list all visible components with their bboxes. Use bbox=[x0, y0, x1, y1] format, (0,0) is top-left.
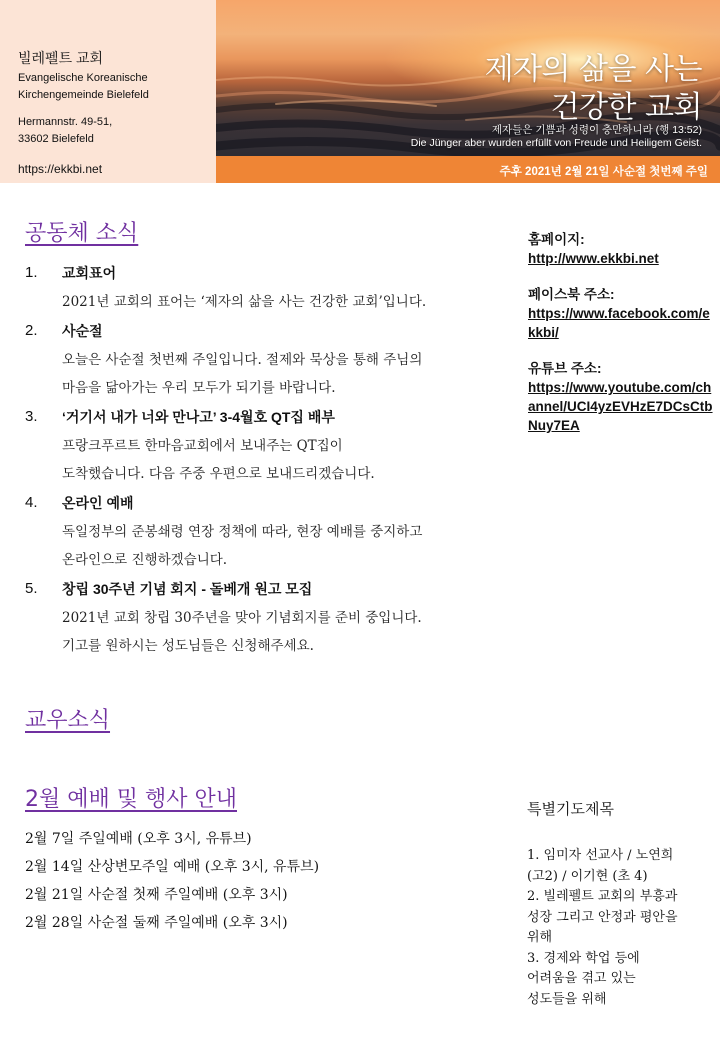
event-item: 2월 28일 사순절 둘째 주일예배 (오후 3시) bbox=[25, 915, 288, 931]
date-bar bbox=[216, 156, 720, 183]
item-heading: 사순절 bbox=[62, 323, 103, 339]
event-item: 2월 14일 산상변모주일 예배 (오후 3시, 유튜브) bbox=[25, 859, 320, 875]
verse-german: Die Jünger aber wurden erfüllt von Freude und Heiligem Geist. bbox=[410, 137, 702, 149]
item-number: 5. bbox=[25, 580, 38, 597]
item-body: 프랑크푸르트 한마음교회에서 보내주는 QT집이 도착했습니다. 다음 주중 우편으로 보내드리겠습니다. bbox=[62, 438, 375, 482]
community-news-list bbox=[25, 258, 495, 660]
church-info-panel bbox=[0, 0, 216, 183]
header-title-line1: 제자의 삶을 사는 bbox=[484, 52, 702, 87]
list-item bbox=[25, 574, 495, 660]
homepage-label: 홈페이지: bbox=[528, 232, 585, 247]
item-heading: 창립 30주년 기념 회지 - 돌베개 원고 모집 bbox=[62, 581, 313, 597]
events-title: 2월 예배 및 행사 안내 bbox=[25, 787, 237, 812]
list-item bbox=[25, 402, 495, 488]
church-name: 빌레펠트 교회 bbox=[18, 50, 104, 66]
event-item: 2월 21일 사순절 첫째 주일예배 (오후 3시) bbox=[25, 887, 288, 903]
item-number: 4. bbox=[25, 494, 38, 511]
item-body: 오늘은 사순절 첫번째 주일입니다. 절제와 묵상을 통해 주님의 마음을 닮아가는 우리 모두가 되기를 바랍니다. bbox=[62, 352, 423, 396]
community-news-title: 공동체 소식 bbox=[25, 221, 139, 246]
facebook-link[interactable]: https://www.facebook.com/ekkbi/ bbox=[528, 306, 710, 340]
list-item bbox=[25, 316, 495, 402]
item-number: 1. bbox=[25, 264, 38, 281]
item-heading: ‘거기서 내가 너와 만나고’ 3-4월호 QT집 배부 bbox=[62, 409, 335, 425]
youtube-label: 유튜브 주소: bbox=[528, 361, 602, 376]
item-body: 독일정부의 준봉쇄령 연장 정책에 따라, 현장 예배를 중지하고 온라인으로 진행하겠습니다. bbox=[62, 524, 423, 568]
church-website[interactable]: https://ekkbi.net bbox=[18, 162, 103, 176]
item-heading: 온라인 예배 bbox=[62, 495, 134, 511]
links-sidebar bbox=[528, 230, 713, 452]
prayer-title: 특별기도제목 bbox=[527, 801, 614, 818]
header-banner-image bbox=[216, 0, 720, 156]
prayer-list: 1. 임미자 선교사 / 노연희 (고2) / 이기현 (초 4) 2. 빌레펠트 교회의 부흥과 성장 그리고 안정과 평안을 위해 3. 경제와 학업 등에 어려움을 겪고 있는 성도들을 위해 bbox=[527, 848, 678, 1007]
youtube-link[interactable]: https://www.youtube.com/channel/UCI4yzEVHzE7DCsCtbNuy7EA bbox=[528, 380, 713, 433]
event-item: 2월 7일 주일예배 (오후 3시, 유튜브) bbox=[25, 831, 252, 847]
church-name-german: Evangelische Koreanische Kirchengemeinde Bielefeld bbox=[18, 72, 149, 101]
members-news-title: 교우소식 bbox=[25, 708, 111, 733]
list-item bbox=[25, 488, 495, 574]
item-number: 2. bbox=[25, 322, 38, 339]
item-number: 3. bbox=[25, 408, 38, 425]
list-item bbox=[25, 258, 495, 316]
item-body: 2021년 교회 창립 30주년을 맞아 기념회지를 준비 중입니다. 기고를 원하시는 성도님들은 신청해주세요. bbox=[62, 610, 422, 654]
facebook-label: 페이스북 주소: bbox=[528, 287, 615, 302]
item-heading: 교회표어 bbox=[62, 265, 117, 281]
verse-korean: 제자들은 기쁨과 성령이 충만하니라 (행 13:52) bbox=[491, 124, 702, 136]
homepage-link[interactable]: http://www.ekkbi.net bbox=[528, 251, 659, 266]
date-bar-text: 주후 2021년 2월 21일 사순절 첫번째 주일 bbox=[499, 166, 708, 178]
events-list bbox=[25, 825, 319, 937]
item-body: 2021년 교회의 표어는 ‘제자의 삶을 사는 건강한 교회’입니다. bbox=[62, 294, 427, 310]
church-address: Hermannstr. 49-51, 33602 Bielefeld bbox=[18, 116, 113, 145]
header-title-line2: 건강한 교회 bbox=[550, 90, 702, 125]
